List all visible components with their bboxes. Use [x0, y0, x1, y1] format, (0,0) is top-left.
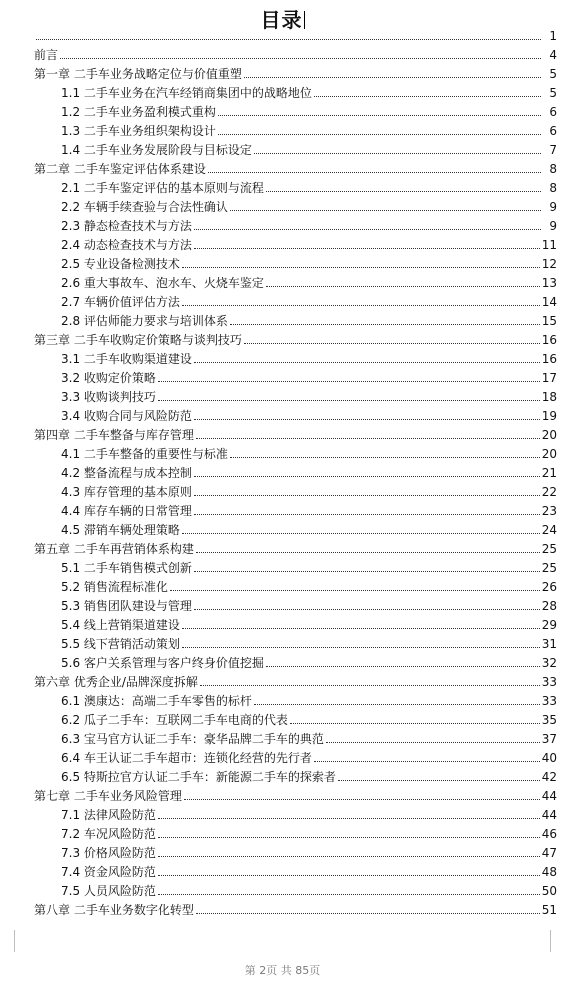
- toc-entry-section[interactable]: [61, 195, 557, 214]
- toc-entry-label: 6.3 宝马官方认证二手车：豪华品牌二手车的典范: [61, 732, 324, 746]
- dot-leader: [194, 229, 541, 230]
- toc-entry-page-number: 5: [549, 86, 557, 100]
- toc-entry-section[interactable]: [61, 290, 557, 309]
- toc-entry-page-number: 25: [541, 542, 557, 556]
- toc-entry-page-number: 13: [541, 276, 557, 290]
- toc-entry-label: 2.3 静态检查技术与方法: [61, 219, 192, 233]
- toc-entry-label: 4.2 整备流程与成本控制: [61, 466, 192, 480]
- toc-entry-section[interactable]: [61, 575, 557, 594]
- dot-leader: [194, 495, 540, 496]
- toc-entry-section[interactable]: [61, 499, 557, 518]
- dot-leader: [254, 153, 541, 154]
- toc-entry-label: 4.1 二手车整备的重要性与标准: [61, 447, 228, 461]
- toc-entry-section[interactable]: [61, 404, 557, 423]
- dot-leader: [196, 552, 540, 553]
- dot-leader: [158, 894, 540, 895]
- toc-entry-chapter[interactable]: [34, 62, 557, 81]
- toc-entry-section[interactable]: [61, 518, 557, 537]
- toc-entry-page-number: 4: [549, 48, 557, 62]
- toc-entry-section[interactable]: [61, 119, 557, 138]
- dot-leader: [338, 780, 540, 781]
- dot-leader: [60, 58, 541, 59]
- dot-leader: [266, 286, 540, 287]
- toc-entry-page-number: 47: [541, 846, 557, 860]
- dot-leader: [314, 761, 540, 762]
- toc-entry-section[interactable]: [61, 803, 557, 822]
- toc-entry-section[interactable]: [61, 214, 557, 233]
- toc-entry-label: 5.4 线上营销渠道建设: [61, 618, 180, 632]
- toc-entry-label: 6.2 瓜子二手车：互联网二手车电商的代表: [61, 713, 288, 727]
- dot-leader: [170, 590, 540, 591]
- dot-leader: [208, 172, 541, 173]
- toc-entry-label: 2.1 二手车鉴定评估的基本原则与流程: [61, 181, 264, 195]
- toc-entry-page-number: 9: [549, 200, 557, 214]
- toc-entry-label: 前言: [34, 48, 59, 62]
- toc-entry-label: 7.3 价格风险防范: [61, 846, 156, 860]
- toc-entry-page-number: 46: [541, 827, 557, 841]
- toc-entry-page-number: 5: [549, 67, 557, 81]
- dot-leader: [244, 343, 540, 344]
- toc-entry-label: 7.5 人员风险防范: [61, 884, 156, 898]
- dot-leader: [218, 134, 541, 135]
- toc-entry-label: 4.5 滞销车辆处理策略: [61, 523, 180, 537]
- toc-entry-label: 第一章 二手车业务战略定位与价值重塑: [34, 67, 242, 81]
- toc-entry-label: 2.2 车辆手续查验与合法性确认: [61, 200, 228, 214]
- toc-entry-page-number: 1: [549, 29, 557, 43]
- toc-entry-page-number: 23: [541, 504, 557, 518]
- toc-entry-page-number: 6: [549, 124, 557, 138]
- toc-entry-page-number: 6: [549, 105, 557, 119]
- toc-entry-page-number: 35: [541, 713, 557, 727]
- dot-leader: [196, 913, 540, 914]
- toc-entry-label: 5.5 线下营销活动策划: [61, 637, 180, 651]
- toc-entry-section[interactable]: [61, 138, 557, 157]
- toc-entry-chapter[interactable]: [34, 537, 557, 556]
- toc-entry-section[interactable]: [61, 860, 557, 879]
- toc-entry-page-number: 37: [541, 732, 557, 746]
- dot-leader: [182, 647, 540, 648]
- toc-entry-chapter[interactable]: [34, 24, 557, 43]
- toc-entry-page-number: 33: [541, 694, 557, 708]
- toc-entry-section[interactable]: [61, 176, 557, 195]
- toc-entry-label: 7.1 法律风险防范: [61, 808, 156, 822]
- dot-leader: [290, 723, 540, 724]
- toc-entry-page-number: 26: [541, 580, 557, 594]
- page-corner-mark-left: [6, 930, 15, 952]
- toc-entry-section[interactable]: [61, 556, 557, 575]
- toc-entry-label: 第二章 二手车鉴定评估体系建设: [34, 162, 206, 176]
- dot-leader: [158, 856, 540, 857]
- dot-leader: [194, 609, 540, 610]
- toc-entry-label: 3.3 收购谈判技巧: [61, 390, 156, 404]
- toc-entry-page-number: 28: [541, 599, 557, 613]
- toc-entry-label: 第五章 二手车再营销体系构建: [34, 542, 194, 556]
- dot-leader: [158, 400, 540, 401]
- toc-entry-page-number: 7: [549, 143, 557, 157]
- toc-entry-section[interactable]: [61, 309, 557, 328]
- toc-entry-page-number: 20: [541, 428, 557, 442]
- toc-entry-label: 5.1 二手车销售模式创新: [61, 561, 192, 575]
- toc-entry-page-number: 40: [541, 751, 557, 765]
- toc-entry-label: 4.4 库存车辆的日常管理: [61, 504, 192, 518]
- toc-entry-label: 2.6 重大事故车、泡水车、火烧车鉴定: [61, 276, 264, 290]
- toc-entry-section[interactable]: [61, 461, 557, 480]
- toc-entry-label: 3.1 二手车收购渠道建设: [61, 352, 192, 366]
- toc-entry-chapter[interactable]: [34, 157, 557, 176]
- toc-entry-chapter[interactable]: [34, 328, 557, 347]
- toc-entry-page-number: 17: [541, 371, 557, 385]
- toc-entry-label: 5.3 销售团队建设与管理: [61, 599, 192, 613]
- toc-entry-page-number: 21: [541, 466, 557, 480]
- dot-leader: [200, 685, 540, 686]
- toc-entry-page-number: 11: [541, 238, 557, 252]
- toc-entry-page-number: 8: [549, 162, 557, 176]
- toc-entry-section[interactable]: [61, 879, 557, 898]
- toc-entry-section[interactable]: [61, 746, 557, 765]
- dot-leader: [158, 875, 540, 876]
- toc-entry-label: 1.1 二手车业务在汽车经销商集团中的战略地位: [61, 86, 312, 100]
- page-footer: 第 2页 共 85页: [244, 964, 321, 977]
- toc-entry-section[interactable]: [61, 385, 557, 404]
- toc-entry-section[interactable]: [61, 442, 557, 461]
- dot-leader: [314, 96, 541, 97]
- toc-entry-page-number: 9: [549, 219, 557, 233]
- toc-entry-page-number: 32: [541, 656, 557, 670]
- toc-entry-label: 6.1 澳康达：高端二手车零售的标杆: [61, 694, 252, 708]
- toc-entry-section[interactable]: [61, 708, 557, 727]
- toc-entry-page-number: 33: [541, 675, 557, 689]
- toc-entry-section[interactable]: [61, 366, 557, 385]
- dot-leader: [254, 704, 540, 705]
- toc-entry-chapter[interactable]: [34, 423, 557, 442]
- toc-entry-label: 第三章 二手车收购定价策略与谈判技巧: [34, 333, 242, 347]
- dot-leader: [244, 77, 541, 78]
- toc-entry-page-number: 24: [541, 523, 557, 537]
- dot-leader: [194, 362, 540, 363]
- toc-entry-section[interactable]: [61, 822, 557, 841]
- toc-entry-page-number: 16: [541, 333, 557, 347]
- toc-entry-page-number: 8: [549, 181, 557, 195]
- toc-entry-label: 6.5 特斯拉官方认证二手车：新能源二手车的探索者: [61, 770, 336, 784]
- toc-entry-label: 7.4 资金风险防范: [61, 865, 156, 879]
- toc-entry-page-number: 16: [541, 352, 557, 366]
- dot-leader: [36, 39, 541, 40]
- toc-entry-label: 1.4 二手车业务发展阶段与目标设定: [61, 143, 252, 157]
- toc-entry-chapter[interactable]: [34, 43, 557, 62]
- toc-entry-section[interactable]: [61, 613, 557, 632]
- dot-leader: [182, 305, 540, 306]
- toc-entry-section[interactable]: [61, 81, 557, 100]
- toc-entry-label: 2.4 动态检查技术与方法: [61, 238, 192, 252]
- toc-entry-label: 第四章 二手车整备与库存管理: [34, 428, 194, 442]
- toc-entry-page-number: 15: [541, 314, 557, 328]
- toc-entry-label: 4.3 库存管理的基本原则: [61, 485, 192, 499]
- dot-leader: [158, 837, 540, 838]
- toc-title-text: 目录: [260, 8, 303, 32]
- toc-entry-page-number: 50: [541, 884, 557, 898]
- dot-leader: [194, 514, 540, 515]
- toc-entry-label: 2.7 车辆价值评估方法: [61, 295, 180, 309]
- dot-leader: [194, 248, 540, 249]
- toc-entry-page-number: 25: [541, 561, 557, 575]
- toc-entry-section[interactable]: [61, 765, 557, 784]
- toc-entry-page-number: 44: [541, 789, 557, 803]
- toc-entry-section[interactable]: [61, 727, 557, 746]
- toc-entry-page-number: 20: [541, 447, 557, 461]
- toc-entry-page-number: 48: [541, 865, 557, 879]
- toc-entry-label: 3.2 收购定价策略: [61, 371, 156, 385]
- dot-leader: [182, 628, 540, 629]
- toc-entry-section[interactable]: [61, 480, 557, 499]
- toc-entry-section[interactable]: [61, 271, 557, 290]
- toc-entry-page-number: 12: [541, 257, 557, 271]
- toc-entry-page-number: 44: [541, 808, 557, 822]
- dot-leader: [194, 476, 540, 477]
- toc-entry-label: 1.3 二手车业务组织架构设计: [61, 124, 216, 138]
- toc-entry-chapter[interactable]: [34, 898, 557, 917]
- toc-entry-label: 第七章 二手车业务风险管理: [34, 789, 182, 803]
- toc-entry-label: 1.2 二手车业务盈利模式重构: [61, 105, 216, 119]
- dot-leader: [266, 191, 541, 192]
- page-corner-mark-right: [550, 930, 559, 952]
- dot-leader: [230, 324, 540, 325]
- toc-entry-section[interactable]: [61, 651, 557, 670]
- toc-entry-chapter[interactable]: [34, 670, 557, 689]
- toc-entry-section[interactable]: [61, 689, 557, 708]
- dot-leader: [182, 533, 540, 534]
- toc-entry-section[interactable]: [61, 841, 557, 860]
- dot-leader: [326, 742, 540, 743]
- dot-leader: [194, 419, 540, 420]
- toc-entry-label: 第八章 二手车业务数字化转型: [34, 903, 194, 917]
- toc-entry-label: 2.5 专业设备检测技术: [61, 257, 180, 271]
- toc-entry-label: 6.4 车王认证二手车超市：连锁化经营的先行者: [61, 751, 312, 765]
- toc-entry-section[interactable]: [61, 347, 557, 366]
- dot-leader: [184, 799, 540, 800]
- toc-entry-page-number: 42: [541, 770, 557, 784]
- toc-entry-section[interactable]: [61, 100, 557, 119]
- dot-leader: [196, 438, 540, 439]
- toc-entry-chapter[interactable]: [34, 784, 557, 803]
- dot-leader: [230, 210, 541, 211]
- toc-entry-page-number: 18: [541, 390, 557, 404]
- dot-leader: [194, 571, 540, 572]
- dot-leader: [230, 457, 540, 458]
- dot-leader: [158, 818, 540, 819]
- dot-leader: [218, 115, 541, 116]
- toc-entry-label: 5.2 销售流程标准化: [61, 580, 168, 594]
- toc-entry-page-number: 22: [541, 485, 557, 499]
- dot-leader: [182, 267, 540, 268]
- dot-leader: [158, 381, 540, 382]
- toc-entry-page-number: 19: [541, 409, 557, 423]
- toc-entry-label: 3.4 收购合同与风险防范: [61, 409, 192, 423]
- toc-entry-label: 第六章 优秀企业/品牌深度拆解: [34, 675, 198, 689]
- toc-entry-label: 2.8 评估师能力要求与培训体系: [61, 314, 228, 328]
- toc-entry-section[interactable]: [61, 594, 557, 613]
- toc-entry-page-number: 14: [541, 295, 557, 309]
- toc-entry-page-number: 29: [541, 618, 557, 632]
- toc-entry-label: 5.6 客户关系管理与客户终身价值挖掘: [61, 656, 264, 670]
- toc-entry-section[interactable]: [61, 632, 557, 651]
- toc-entry-page-number: 31: [541, 637, 557, 651]
- toc-entry-section[interactable]: [61, 252, 557, 271]
- toc-entry-section[interactable]: [61, 233, 557, 252]
- dot-leader: [266, 666, 540, 667]
- toc-entry-label: 7.2 车况风险防范: [61, 827, 156, 841]
- toc-entry-page-number: 51: [541, 903, 557, 917]
